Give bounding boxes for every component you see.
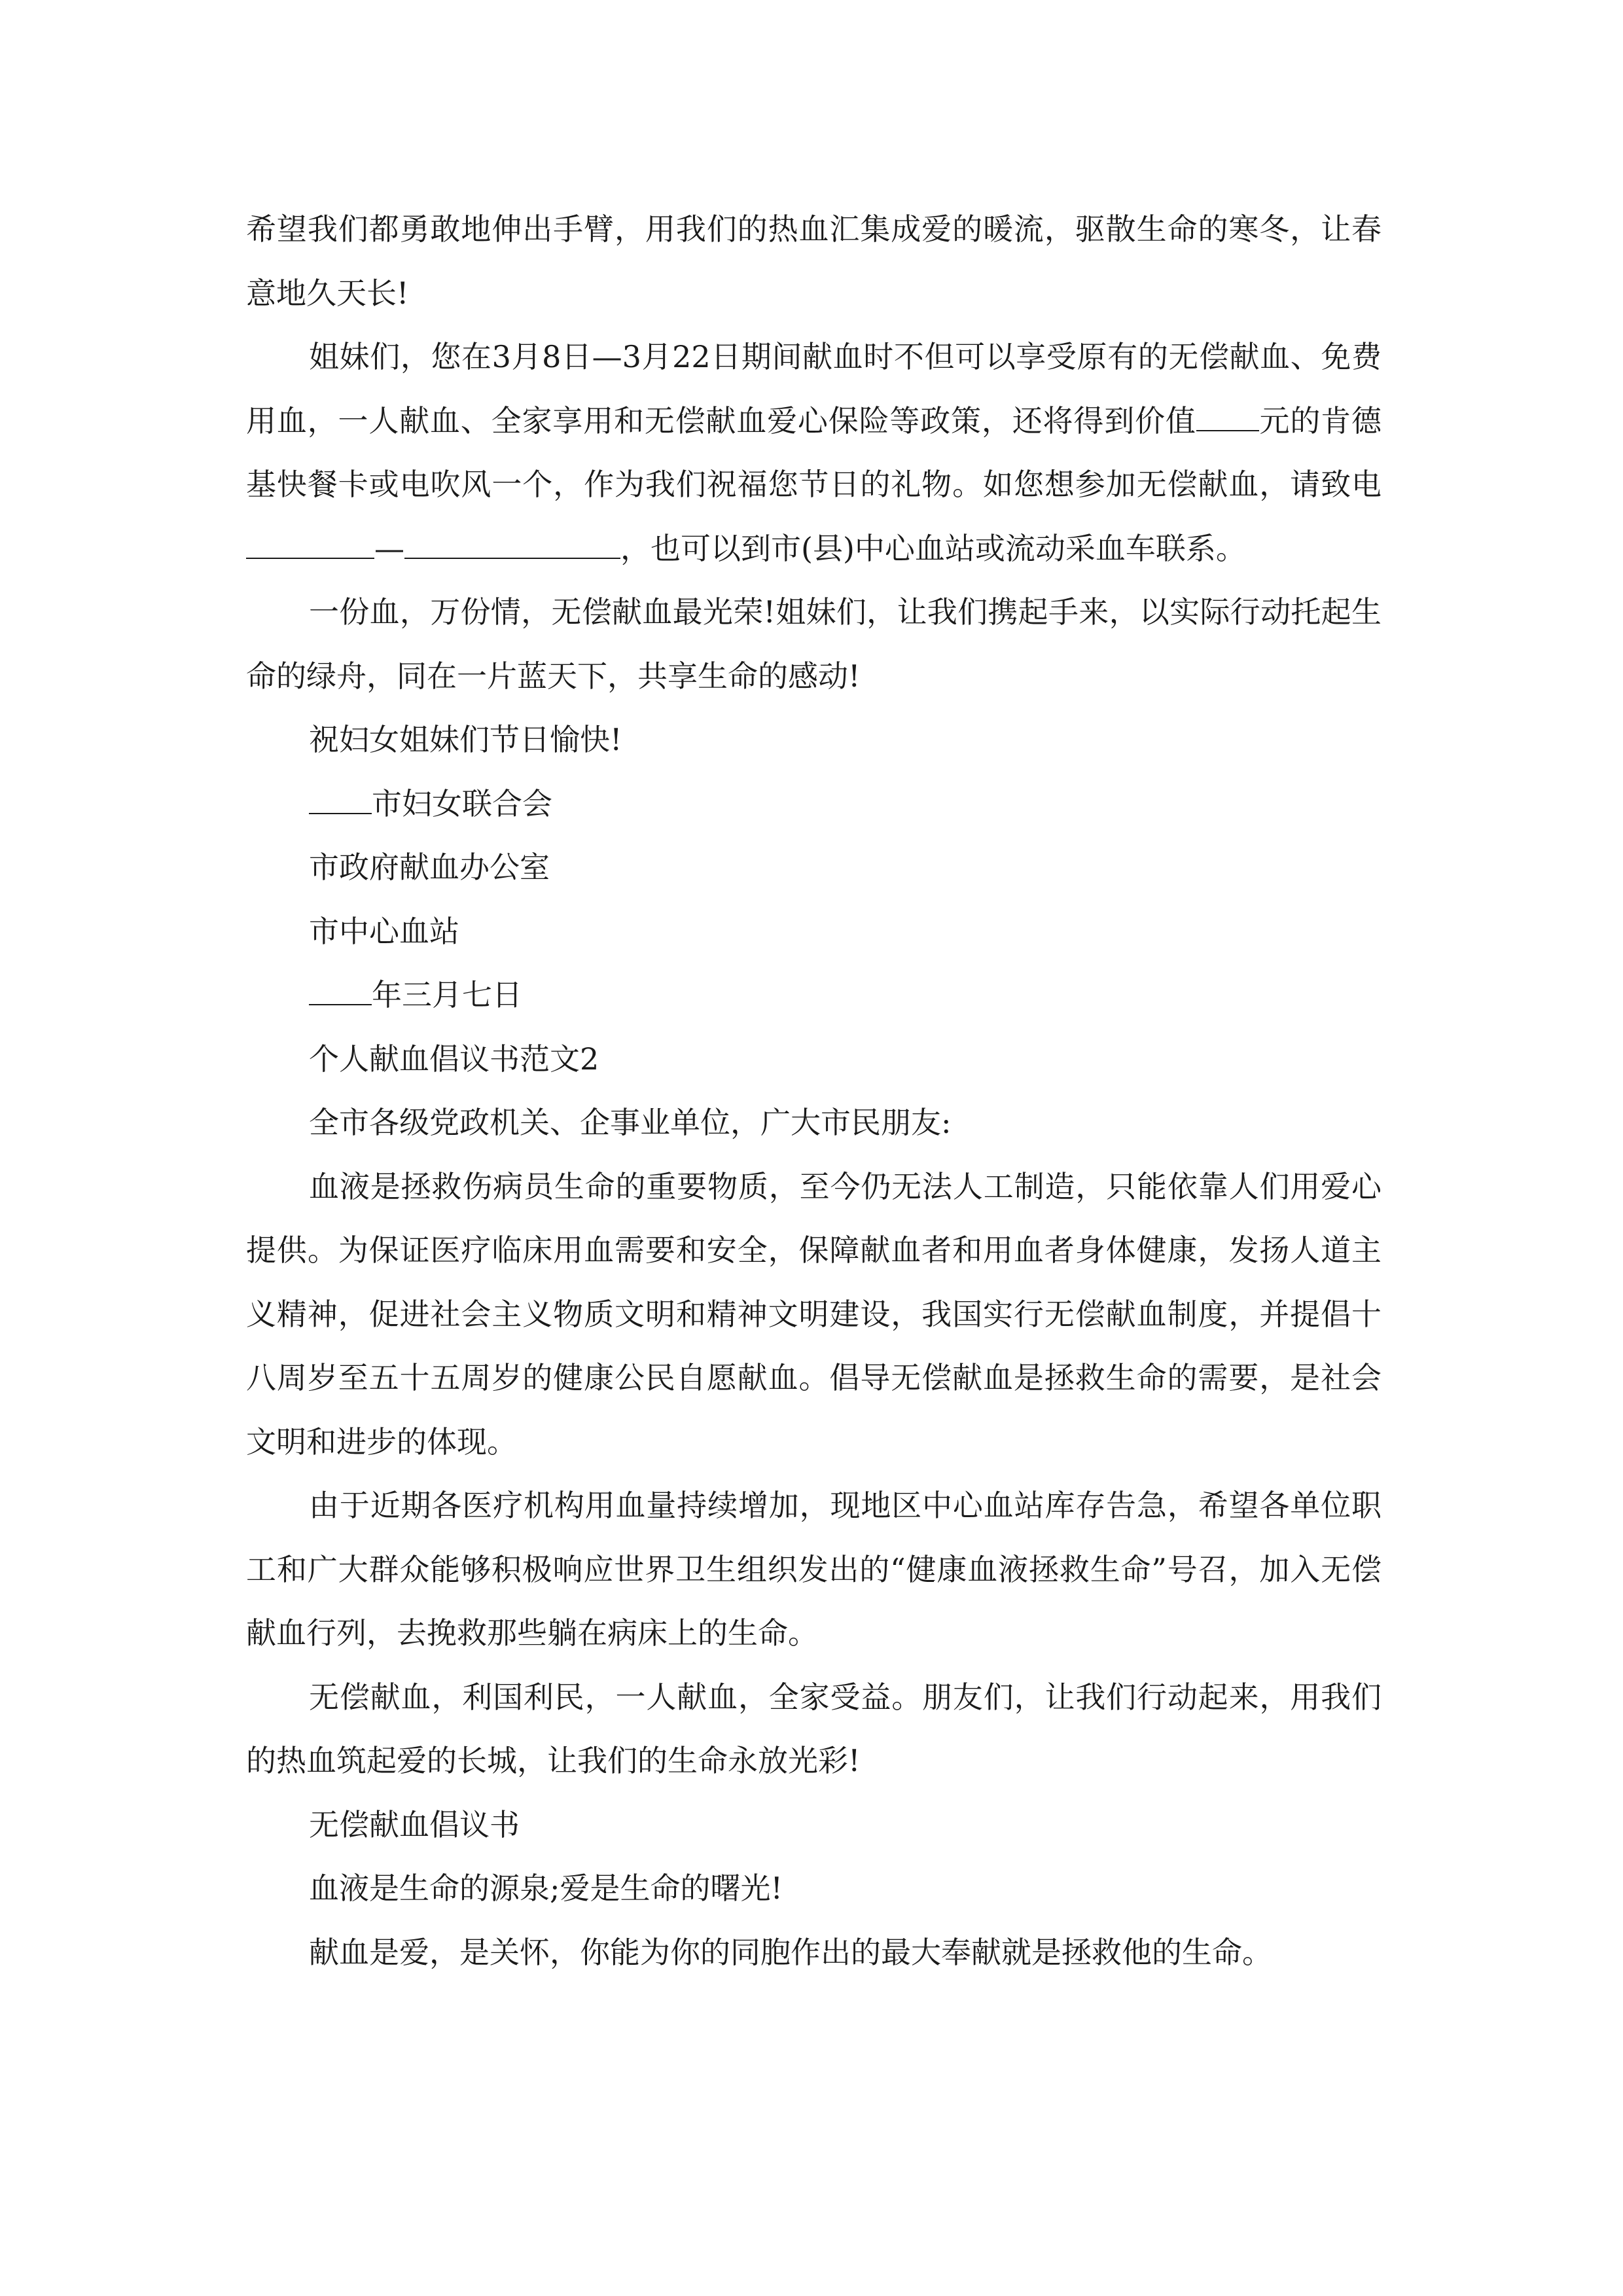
value-blank [1196,404,1259,431]
phone-area-blank [246,531,374,559]
year-blank [309,978,372,1005]
offer-text-part4: ，也可以到市(县)中心血站或流动采血车联系。 [620,530,1246,566]
document-body [246,198,1382,1984]
city-name-blank [309,787,372,814]
paragraph-call-to-action: 无偿献血，利国利民，一人献血，全家受益。朋友们，让我们行动起来，用我们的热血筑起爱的长城，让我们的生命永放光彩! [246,1679,1382,1778]
signature-date-text: 年三月七日 [372,977,522,1013]
paragraph-sisters-offer [246,325,1382,581]
slogan-line: 血液是生命的源泉;爱是生命的曙光! [309,1871,783,1906]
paragraph-stock-alert: 由于近期各医疗机构用血量持续增加，现地区中心血站库存告急，希望各单位职工和广大群众能够积极响应世界卫生组织发出的“健康血液拯救生命”号召，加入无偿献血行列，去挽救那些躺在病床上的生命。 [246,1488,1382,1651]
greeting-line: 祝妇女姐妹们节日愉快! [309,722,622,757]
salutation-2: 全市各级党政机关、企事业单位，广大市民朋友: [309,1105,952,1140]
signature-womens-federation [246,772,1382,836]
section-title-3: 无偿献血倡议书 [309,1806,520,1842]
signature-womens-federation-text: 市妇女联合会 [372,785,552,821]
signature-blood-office: 市政府献血办公室 [309,850,550,885]
paragraph-closing-hope: 希望我们都勇敢地伸出手臂，用我们的热血汇集成爱的暖流，驱散生命的寒冬，让春意地久天长! [246,211,1382,311]
phone-number-blank [404,531,620,559]
closing-line: 献血是爱，是关怀，你能为你的同胞作出的最大奉献就是拯救他的生命。 [309,1934,1272,1970]
signature-date [246,963,1382,1028]
section-title-2: 个人献血倡议书范文2 [309,1041,599,1077]
paragraph-one-blood: 一份血，万份情，无偿献血最光荣!姐妹们，让我们携起手来，以实际行动托起生命的绿舟，同在一片蓝天下，共享生命的感动! [246,594,1382,694]
signature-blood-center: 市中心血站 [309,913,459,949]
phone-dash: — [374,530,404,566]
paragraph-blood-importance: 血液是拯救伤病员生命的重要物质，至今仍无法人工制造，只能依靠人们用爱心提供。为保证医疗临床用血需要和安全，保障献血者和用血者身体健康，发扬人道主义精神，促进社会主义物质文明和精神文明建设，我国实行无偿献血制度，并提倡十八周岁至五十五周岁的健康公民自愿献血。倡导无偿献血是拯救生命的需要，是社会文明和进步的体现。 [246,1168,1382,1460]
offer-text-part1: 姐妹们，您在3月8日—3月22日期间献血时不但可以享受原有的无偿献血、免费用血，一人献血、全家享用和无偿献血爱心保险等政策，还将得到价值 [246,339,1382,439]
offer-text-part2: 元的肯德基快餐卡或电吹风一个，作为我们祝福您节日的礼物。如您想参加无偿献血，请致电 [246,403,1382,502]
